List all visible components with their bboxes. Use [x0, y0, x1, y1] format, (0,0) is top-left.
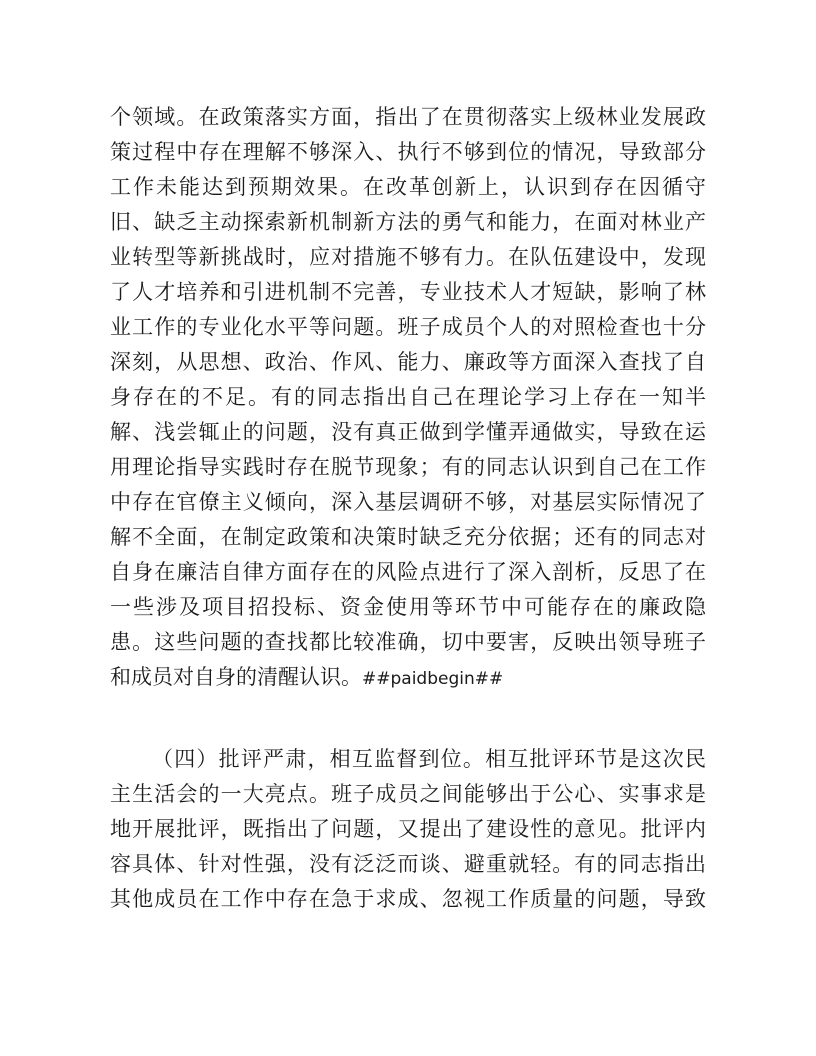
- paragraph-1: [110, 100, 706, 695]
- text-line: 其他成员在工作中存在急于求成、忽视工作质量的问题，导致: [110, 887, 706, 911]
- paragraph-2: [110, 742, 706, 917]
- last-line-text: 和成员对自身的清醒认识。: [110, 665, 362, 689]
- text-line: 旧、缺乏主动探索新机制新方法的勇气和能力，在面对林业产: [110, 210, 706, 234]
- text-line: 深刻，从思想、政治、作风、能力、廉政等方面深入查找了自: [110, 350, 706, 374]
- text-line: 中存在官僚主义倾向，深入基层调研不够，对基层实际情况了: [110, 490, 706, 514]
- text-line: 患。这些问题的查找都比较准确，切中要害，反映出领导班子: [110, 630, 706, 654]
- text-line: 了人才培养和引进机制不完善，专业技术人才短缺，影响了林: [110, 280, 706, 304]
- text-line: 一些涉及项目招投标、资金使用等环节中可能存在的廉政隐: [110, 595, 706, 619]
- text-line: 业转型等新挑战时，应对措施不够有力。在队伍建设中，发现: [110, 245, 706, 269]
- text-line: 策过程中存在理解不够深入、执行不够到位的情况，导致部分: [110, 140, 706, 164]
- text-line: 解、浅尝辄止的问题，没有真正做到学懂弄通做实，导致在运: [110, 420, 706, 444]
- text-line: 业工作的专业化水平等问题。班子成员个人的对照检查也十分: [110, 315, 706, 339]
- text-line-first: （四）批评严肃，相互监督到位。相互批评环节是这次民: [152, 747, 706, 771]
- text-line: 主生活会的一大亮点。班子成员之间能够出于公心、实事求是: [110, 782, 706, 806]
- text-line: 解不全面，在制定政策和决策时缺乏充分依据；还有的同志对: [110, 525, 706, 549]
- text-line: 身存在的不足。有的同志指出自己在理论学习上存在一知半: [110, 385, 706, 409]
- text-line-last: [110, 660, 706, 695]
- paid-begin-marker: ##paidbegin##: [362, 669, 504, 689]
- text-line: 容具体、针对性强，没有泛泛而谈、避重就轻。有的同志指出: [110, 852, 706, 876]
- text-line: 用理论指导实践时存在脱节现象；有的同志认识到自己在工作: [110, 455, 706, 479]
- text-line: 自身在廉洁自律方面存在的风险点进行了深入剖析，反思了在: [110, 560, 706, 584]
- text-line: 个领域。在政策落实方面，指出了在贯彻落实上级林业发展政: [110, 105, 706, 129]
- text-line: 工作未能达到预期效果。在改革创新上，认识到存在因循守: [110, 175, 706, 199]
- text-line: 地开展批评，既指出了问题，又提出了建设性的意见。批评内: [110, 817, 706, 841]
